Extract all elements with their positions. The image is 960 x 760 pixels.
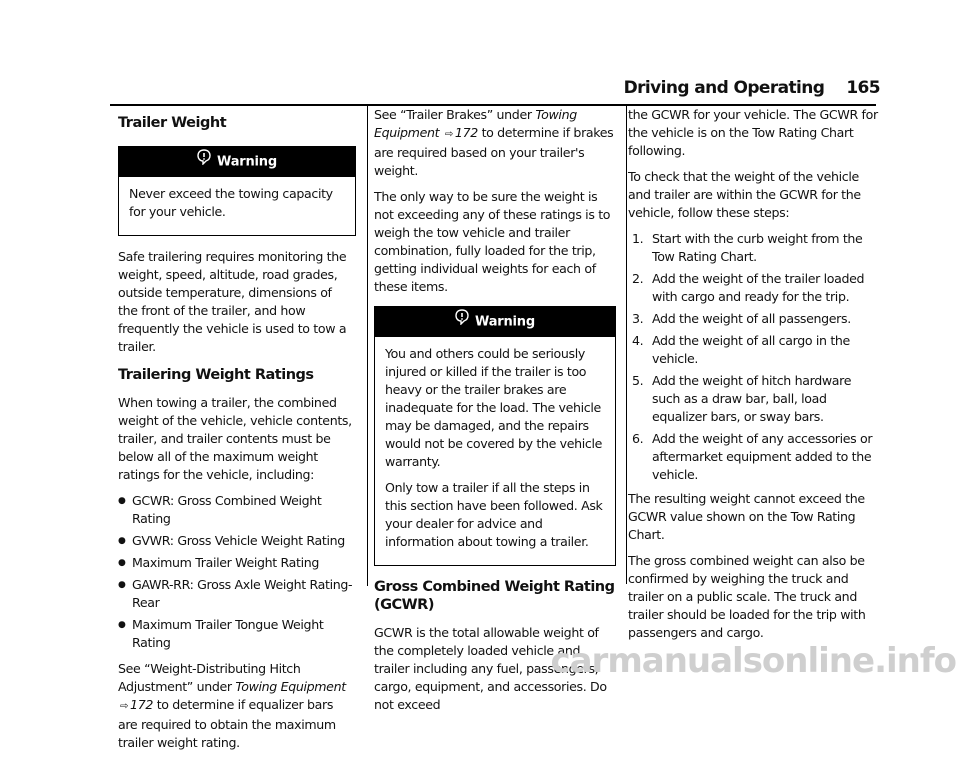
warning-icon: [455, 307, 469, 337]
step-text: Add the weight of all cargo in the vehicle.: [652, 333, 850, 366]
column-divider-1: [367, 106, 368, 586]
step-text: Add the weight of hitch hardware such as a draw bar, ball, load equalizer bars, or sway bars.: [652, 373, 852, 424]
watermark: [0, 641, 956, 681]
warning-box: [118, 146, 356, 236]
paragraph-gcwr-continued: the GCWR for your vehicle. The GCWR for the vehicle is on the Tow Rating Chart following.: [628, 107, 878, 158]
step-text: Add the weight of all passengers.: [652, 311, 851, 326]
step-number: 4.: [632, 333, 644, 348]
warning-text: You and others could be seriously injured or killed if the trailer is too heavy or the trailer brakes are inadequate for the load. The vehicle may be damaged, and the repairs would not be covered by the vehicle warranty.: [385, 346, 603, 469]
list-item: ● Maximum Trailer Weight Rating: [118, 554, 354, 572]
step-number: 3.: [632, 311, 644, 326]
page-reference[interactable]: 172: [130, 697, 154, 712]
warning-title: Warning: [475, 314, 535, 330]
list-item: ● GVWR: Gross Vehicle Weight Rating: [118, 532, 354, 550]
trailer-weight-heading: Trailer Weight: [118, 115, 227, 131]
paragraph-gcwr: GCWR is the total allowable weight of the completely loaded vehicle and trailer including any fuel, passengers, cargo, equipment, and accessories. Do not exceed: [374, 625, 607, 712]
gcwr-heading: Gross Combined Weight Rating (GCWR): [374, 579, 615, 613]
section-title: Driving and Operating: [623, 78, 825, 98]
warning-text: Never exceed the towing capacity for your vehicle.: [129, 186, 333, 219]
warning-header: [119, 147, 355, 177]
column-3: [628, 106, 878, 650]
see-text: See “Weight-Distributing Hitch Adjustment” under: [118, 661, 301, 694]
step-number: 2.: [632, 271, 644, 286]
list-item: ● GAWR-RR: Gross Axle Weight Rating-Rear: [118, 576, 354, 612]
paragraph-only-way: The only way to be sure the weight is not exceeding any of these ratings is to weigh the tow vehicle and trailer combination, fully loaded for the trip, getting individual weights for each of these items.: [374, 189, 611, 294]
trailering-weight-ratings-heading: Trailering Weight Ratings: [118, 367, 314, 383]
step-item: [628, 310, 878, 328]
step-number: 6.: [632, 431, 644, 446]
ratings-list: [118, 492, 354, 652]
paragraph-safe-trailering: Safe trailering requires monitoring the weight, speed, altitude, road grades, outside temperature, dimensions of the front of the trailer, and how frequently the vehicle is used to tow a trailer.: [118, 249, 347, 354]
list-item: ● Maximum Trailer Tongue Weight Rating: [118, 616, 354, 652]
step-item: [628, 270, 878, 306]
step-item: [628, 372, 878, 426]
paragraph-resulting-weight: The resulting weight cannot exceed the GCWR value shown on the Tow Rating Chart.: [628, 491, 865, 542]
arrow-icon: ⇨: [444, 129, 453, 140]
step-number: 1.: [632, 231, 644, 246]
see-text-end: to determine if equalizer bars are required to obtain the maximum trailer weight rating.: [118, 697, 336, 750]
warning-icon: [197, 147, 211, 177]
running-header: [580, 78, 880, 98]
step-text: Start with the curb weight from the Tow Rating Chart.: [652, 231, 863, 264]
step-item: [628, 332, 878, 368]
warning-title: Warning: [217, 154, 277, 170]
step-item: [628, 230, 878, 266]
watermark-text: carmanualsonline.info: [550, 641, 956, 681]
see-text-end: to determine if brakes are required based on your trailer's weight.: [374, 125, 614, 178]
list-item: ● GCWR: Gross Combined Weight Rating: [118, 492, 354, 528]
page-reference[interactable]: 172: [454, 125, 478, 140]
paragraph-when-towing: When towing a trailer, the combined weight of the vehicle, vehicle contents, trailer, and trailer contents must be below all of the maximum weight ratings for the vehicle, including:: [118, 395, 352, 482]
step-number: 5.: [632, 373, 644, 388]
warning-box: [374, 306, 616, 566]
step-item: [628, 430, 878, 484]
column-2: [374, 106, 616, 722]
column-divider-2: [626, 106, 627, 584]
paragraph-see-brakes: [374, 106, 616, 180]
cross-reference-link[interactable]: Towing Equipment: [235, 679, 346, 694]
step-text: Add the weight of the trailer loaded with cargo and ready for the trip.: [652, 271, 865, 304]
warning-text: Only tow a trailer if all the steps in this section have been followed. Ask your dealer for advice and information about towing a trailer.: [385, 480, 603, 549]
steps-list: [628, 230, 878, 484]
see-text: See “Trailer Brakes” under: [374, 107, 532, 122]
page-number: 165: [846, 78, 880, 98]
step-text: Add the weight of any accessories or aftermarket equipment added to the vehicle.: [652, 431, 873, 482]
warning-header: [375, 307, 615, 337]
cross-reference-link[interactable]: Towing Equipment: [374, 107, 577, 140]
paragraph-gross-combined: The gross combined weight can also be confirmed by weighing the truck and trailer on a public scale. The truck and trailer should be loaded for the trip with passengers and cargo.: [628, 553, 866, 640]
paragraph-to-check: To check that the weight of the vehicle and trailer are within the GCWR for the vehicle, follow these steps:: [628, 169, 861, 220]
arrow-icon: ⇨: [120, 701, 129, 712]
